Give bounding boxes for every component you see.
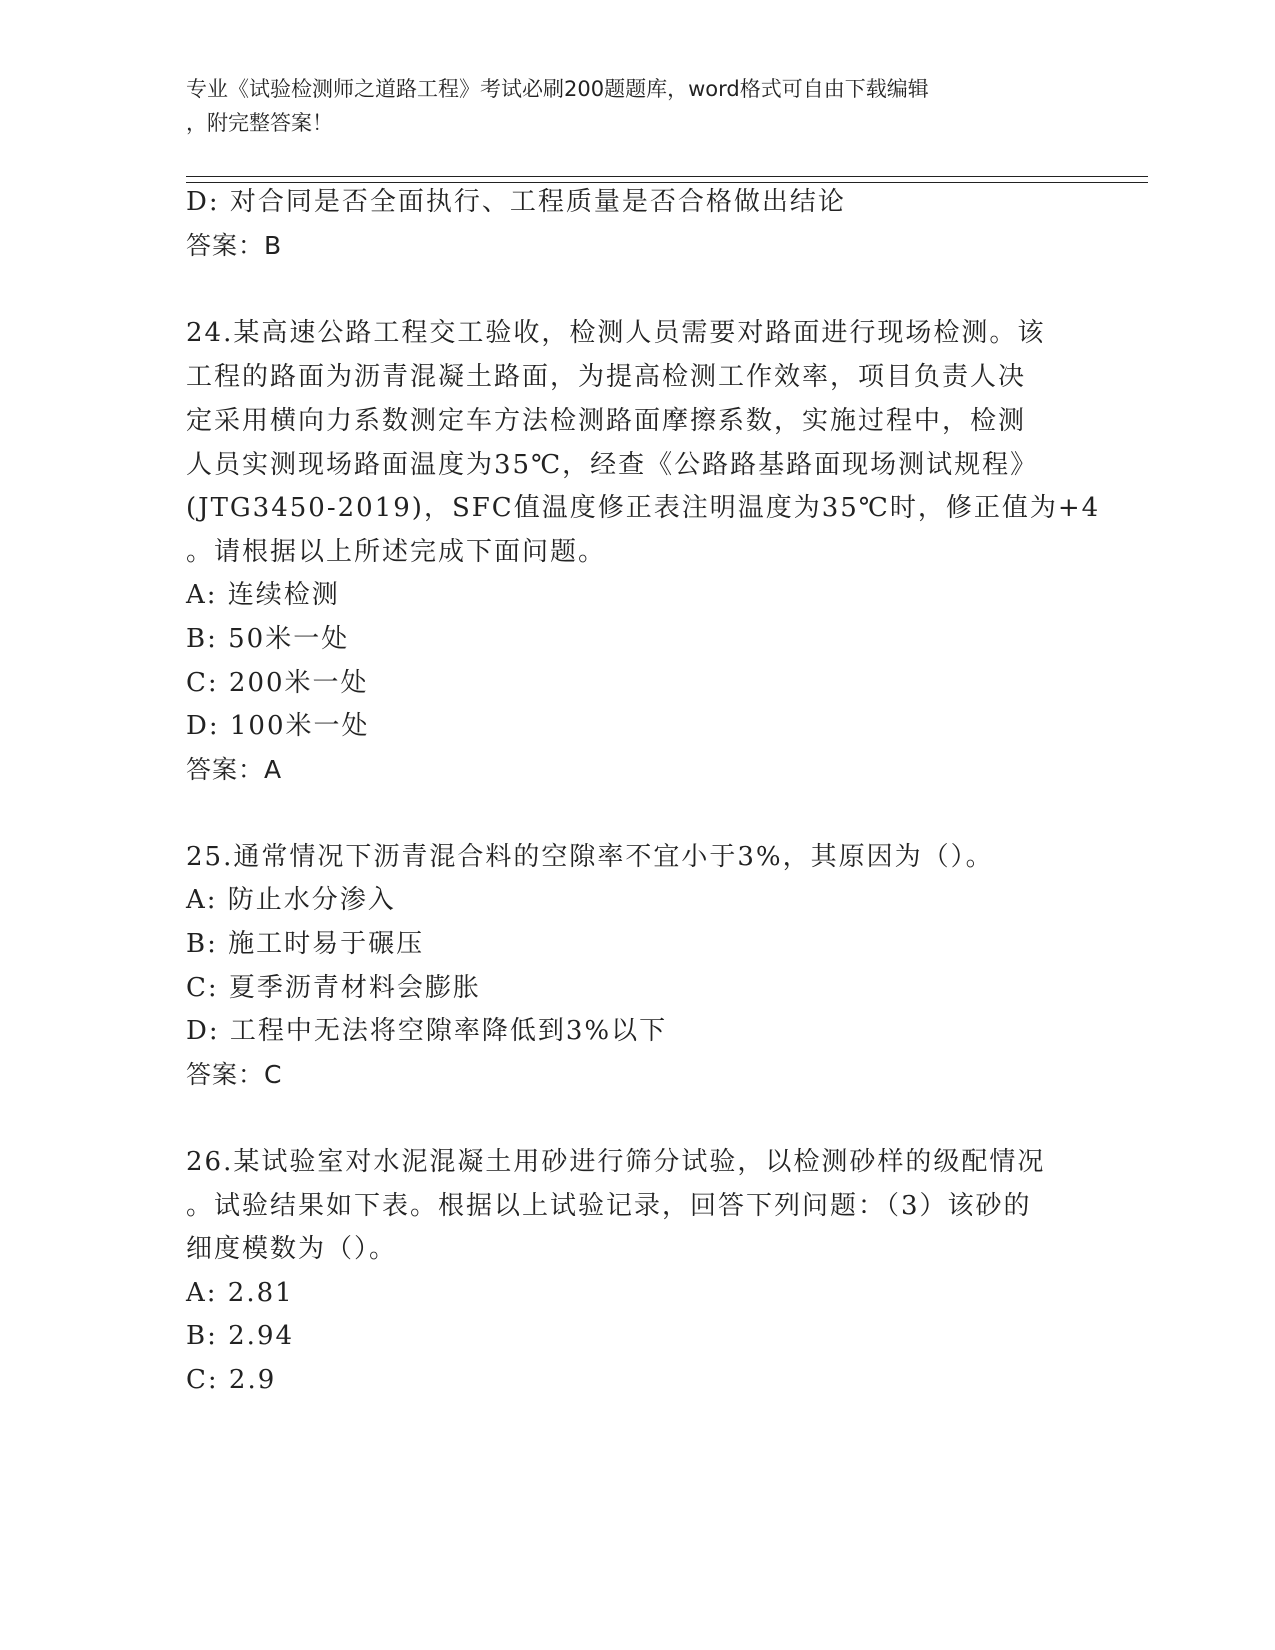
q26-option-a: A: 2.81 xyxy=(186,1278,294,1308)
document-header xyxy=(186,72,1066,140)
q25-answer: 答案：C xyxy=(186,1060,283,1089)
q24-text-line-1: 24.某高速公路工程交工验收，检测人员需要对路面进行现场检测。该 xyxy=(186,318,1046,348)
q24-text-line-2: 工程的路面为沥青混凝土路面，为提高检测工作效率，项目负责人决 xyxy=(186,362,1027,392)
prev-option-d: D: 对合同是否全面执行、工程质量是否合格做出结论 xyxy=(186,187,846,217)
q24-text-line-6: 。请根据以上所述完成下面问题。 xyxy=(186,537,607,567)
q25-text-line-1: 25.通常情况下沥青混合料的空隙率不宜小于3%，其原因为（）。 xyxy=(186,842,994,872)
q26-text-line-3: 细度模数为（）。 xyxy=(186,1234,398,1264)
q26-option-b: B: 2.94 xyxy=(186,1321,295,1351)
q24-text-line-4: 人员实测现场路面温度为35℃，经查《公路路基路面现场测试规程》 xyxy=(186,450,1039,480)
q24-text-line-3: 定采用横向力系数测定车方法检测路面摩擦系数，实施过程中，检测 xyxy=(186,406,1027,436)
q25-option-b: B: 施工时易于碾压 xyxy=(186,929,425,959)
q26-text-line-1: 26.某试验室对水泥混凝土用砂进行筛分试验，以检测砂样的级配情况 xyxy=(186,1147,1046,1177)
q24-option-b: B: 50米一处 xyxy=(186,624,350,654)
q24-option-c: C: 200米一处 xyxy=(186,668,369,698)
q24-text-line-5: (JTG3450-2019)，SFC值温度修正表注明温度为35℃时，修正值为+4 xyxy=(186,493,1101,523)
q24-option-d: D: 100米一处 xyxy=(186,711,370,741)
q26-text-line-2: 。试验结果如下表。根据以上试验记录，回答下列问题：（3）该砂的 xyxy=(186,1191,1032,1221)
header-line-1: 专业《试验检测师之道路工程》考试必刷200题题库，word格式可自由下载编辑 xyxy=(186,77,929,101)
q26-option-c: C: 2.9 xyxy=(186,1365,277,1395)
q25-option-d: D: 工程中无法将空隙率降低到3%以下 xyxy=(186,1016,668,1046)
q25-option-a: A: 防止水分渗入 xyxy=(186,885,396,915)
header-rule-top xyxy=(186,176,1148,177)
prev-answer: 答案：B xyxy=(186,231,283,260)
q25-option-c: C: 夏季沥青材料会膨胀 xyxy=(186,973,481,1003)
q24-option-a: A: 连续检测 xyxy=(186,580,340,610)
header-line-2: ，附完整答案！ xyxy=(186,111,333,135)
q24-answer: 答案：A xyxy=(186,755,283,784)
